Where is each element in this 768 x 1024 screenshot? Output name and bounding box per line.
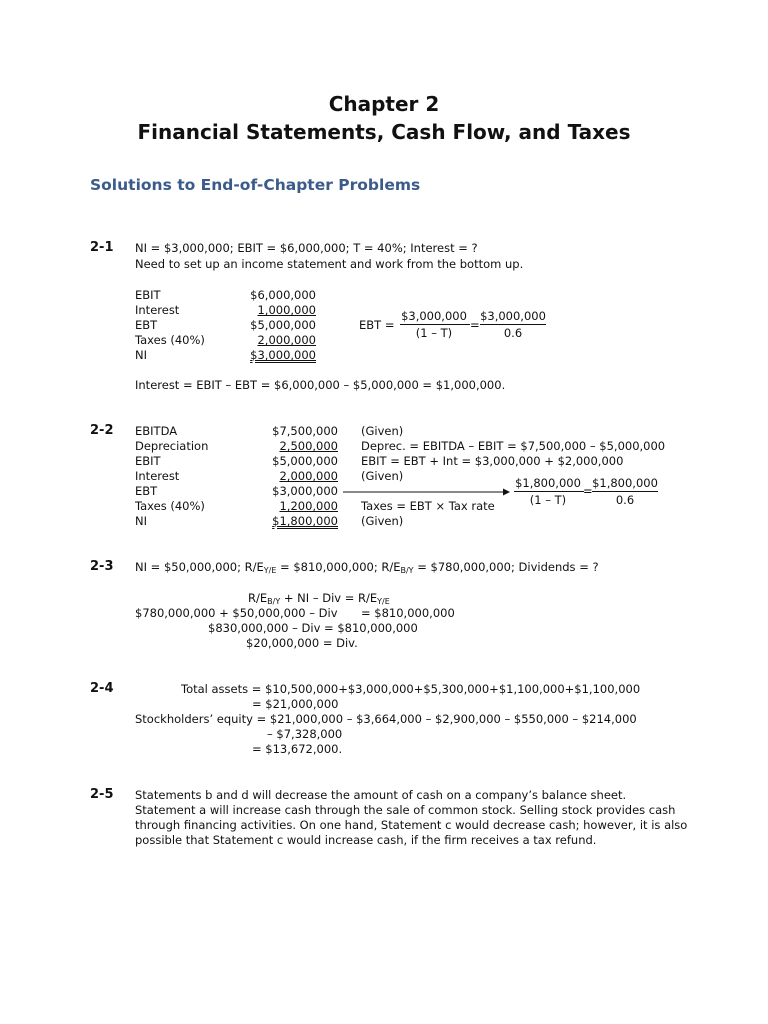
- p2-value-interest: 2,000,000: [279, 469, 338, 483]
- problem-2-5-line-3: through financing activities. On one hand, Statement c would decrease cash; however, it is also: [135, 818, 688, 832]
- is-value-ebt: $5,000,000: [250, 318, 316, 332]
- p2-label-ebit: EBIT: [135, 454, 161, 468]
- p2-note-depreciation: Deprec. = EBITDA – EBIT = $7,500,000 – $5,000,000: [361, 439, 666, 453]
- problem-2-1-instruction: Need to set up an income statement and work from the bottom up.: [135, 257, 524, 271]
- problem-number-2-5: 2-5: [90, 787, 114, 802]
- p2-fraction-2-bar: [592, 491, 658, 492]
- p2-label-ebitda: EBITDA: [135, 424, 178, 438]
- chapter-title: Financial Statements, Cash Flow, and Taxes: [137, 120, 631, 144]
- p2-label-ebt: EBT: [135, 484, 158, 498]
- p2-value-taxes: 1,200,000: [279, 499, 338, 513]
- p2-note-taxes: Taxes = EBT × Tax rate: [361, 499, 495, 513]
- is-label-ebit: EBIT: [135, 288, 161, 302]
- problem-2-5-line-4: possible that Statement c would increase cash, if the firm receives a tax refund.: [135, 833, 597, 847]
- total-assets-line: Total assets = $10,500,000+$3,000,000+$5,300,000+$1,100,000+$1,100,000: [181, 682, 641, 696]
- total-assets-result: = $21,000,000: [252, 697, 339, 711]
- p2-note-ni: (Given): [361, 514, 404, 528]
- problem-number-2-1: 2-1: [90, 240, 114, 255]
- is-label-ebt: EBT: [135, 318, 158, 332]
- re-substitution: $780,000,000 + $50,000,000 – Div: [135, 606, 338, 620]
- is-value-interest: 1,000,000: [257, 303, 316, 317]
- is-label-taxes: Taxes (40%): [135, 333, 205, 347]
- equity-line: Stockholders’ equity = $21,000,000 – $3,664,000 – $2,900,000 – $550,000 – $214,000: [135, 712, 637, 726]
- p2-value-depreciation: 2,500,000: [279, 439, 338, 453]
- problem-number-2-3: 2-3: [90, 559, 114, 574]
- p2-fraction-2-denominator: 0.6: [615, 493, 635, 507]
- is-value-taxes: 2,000,000: [257, 333, 316, 347]
- problem-2-1-givens: NI = $3,000,000; EBIT = $6,000,000; T = 40%; Interest = ?: [135, 241, 478, 255]
- problem-2-3-givens: NI = $50,000,000; $R/E_{Y/E}$ = $810,000,000; $R/E_{B/Y}$ = $780,000,000; Dividends = ?: [135, 560, 599, 575]
- re-simplified: $830,000,000 – Div = $810,000,000: [208, 621, 418, 635]
- equity-continuation: – $7,328,000: [267, 727, 343, 741]
- re-substitution-result: = $810,000,000: [361, 606, 455, 620]
- p2-fraction-1-bar: [514, 491, 584, 492]
- ebt-arrow: [343, 486, 511, 498]
- equity-result: = $13,672,000.: [252, 742, 343, 756]
- p2-value-ebit: $5,000,000: [272, 454, 338, 468]
- p2-note-interest: (Given): [361, 469, 404, 483]
- p2-label-depreciation: Depreciation: [135, 439, 209, 453]
- p2-fraction-1-denominator: (1 – T): [529, 493, 567, 507]
- p2-fraction-1-numerator: $1,800,000: [515, 476, 581, 490]
- p2-fraction-2-numerator: $1,800,000: [592, 476, 658, 490]
- equals-sign: =: [470, 318, 480, 332]
- fraction-2-bar: [480, 324, 546, 325]
- problem-number-2-4: 2-4: [90, 681, 114, 696]
- fraction-1-denominator: (1 – T): [415, 326, 453, 340]
- fraction-2-numerator: $3,000,000: [480, 309, 546, 323]
- fraction-2-denominator: 0.6: [503, 326, 523, 340]
- is-label-ni: NI: [135, 348, 147, 362]
- is-value-ni: $3,000,000: [250, 348, 316, 362]
- problem-2-1-conclusion: Interest = EBIT – EBT = $6,000,000 – $5,000,000 = $1,000,000.: [135, 378, 506, 392]
- p2-value-ebt: $3,000,000: [272, 484, 338, 498]
- fraction-1-numerator: $3,000,000: [401, 309, 467, 323]
- fraction-1-bar: [400, 324, 470, 325]
- problem-2-5-line-1: Statements b and d will decrease the amount of cash on a company’s balance sheet.: [135, 788, 627, 802]
- is-value-ebit: $6,000,000: [250, 288, 316, 302]
- p2-label-interest: Interest: [135, 469, 180, 483]
- section-heading: Solutions to End-of-Chapter Problems: [90, 176, 421, 194]
- dividends-result: $20,000,000 = Div.: [246, 636, 358, 650]
- chapter-number: Chapter 2: [328, 92, 440, 116]
- ebt-formula-label: EBT =: [359, 318, 395, 332]
- re-equation: $R/E_{B/Y}$ + NI – Div = $R/E_{Y/E}$: [248, 591, 390, 606]
- p2-value-ebitda: $7,500,000: [272, 424, 338, 438]
- p2-note-ebit: EBIT = EBT + Int = $3,000,000 + $2,000,000: [361, 454, 624, 468]
- problem-2-5-line-2: Statement a will increase cash through the sale of common stock. Selling stock provides cash: [135, 803, 676, 817]
- p2-label-taxes: Taxes (40%): [135, 499, 205, 513]
- p2-value-ni: $1,800,000: [272, 514, 338, 528]
- p2-note-ebitda: (Given): [361, 424, 404, 438]
- problem-number-2-2: 2-2: [90, 423, 114, 438]
- is-label-interest: Interest: [135, 303, 180, 317]
- p2-equals-sign: =: [583, 484, 593, 498]
- p2-label-ni: NI: [135, 514, 147, 528]
